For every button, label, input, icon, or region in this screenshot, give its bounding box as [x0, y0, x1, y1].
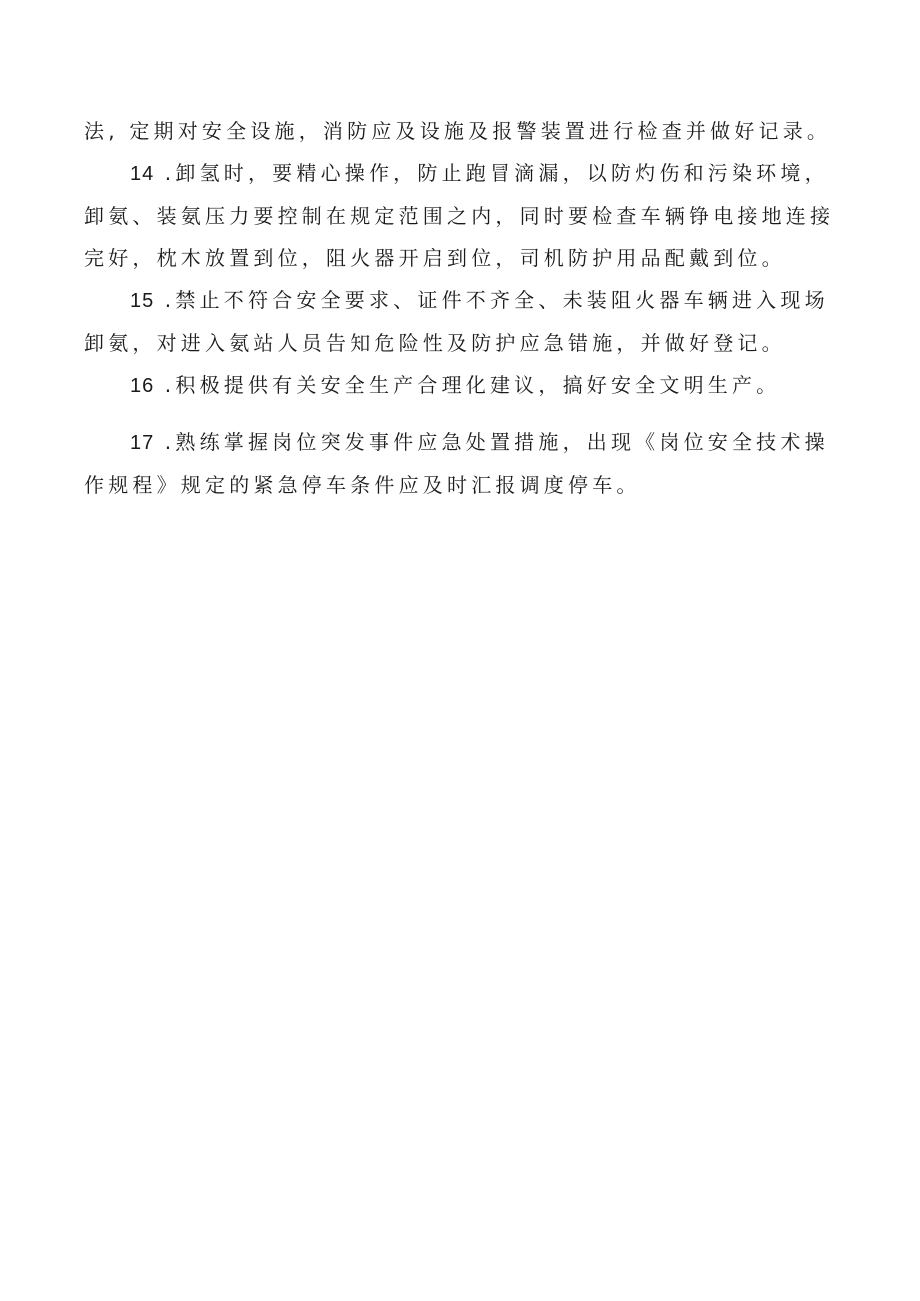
list-item-15 [84, 279, 844, 364]
list-item-first-line [84, 279, 844, 322]
list-item-16 [84, 364, 844, 407]
document-body [84, 110, 844, 506]
list-item-14 [84, 152, 844, 279]
list-item-17 [84, 421, 844, 506]
continuation-paragraph: 法, 定期对安全设施，消防应及设施及报警装置进行检查并做好记录。 [84, 119, 832, 143]
list-item-text: .熟练掌握岗位突发事件应急处置措施，出现《岗位安全技术操 [154, 430, 829, 454]
list-item-line: 卸氨，对进入氨站人员告知危险性及防护应急错施，并做好登记。 [84, 331, 786, 355]
list-item-text: .积极提供有关安全生产合理化建议，搞好安全文明生产。 [154, 373, 781, 397]
list-item-line: 作规程》规定的紧急停车条件应及时汇报调度停车。 [84, 473, 641, 497]
list-item-first-line [84, 421, 844, 464]
list-item-line: 卸氨、装氨压力要控制在规定范围之内，同时要检查车辆铮电接地连接 [84, 204, 835, 228]
list-item-number: 17 [130, 432, 155, 454]
list-item-number: 16 [130, 375, 155, 397]
list-item-number: 14 [130, 163, 155, 185]
list-item-number: 15 [130, 290, 155, 312]
list-item-text: .禁止不符合安全要求、证件不齐全、未装阻火器车辆进入现场 [154, 288, 829, 312]
list-item-first-line [84, 152, 844, 195]
list-item-first-line [84, 364, 844, 407]
list-item-text: .卸氢时，要精心操作，防止跑冒滴漏，以防灼伤和污染环境， [154, 161, 829, 185]
list-item-line: 完好，枕木放置到位，阻火器开启到位，司机防护用品配戴到位。 [84, 246, 786, 270]
